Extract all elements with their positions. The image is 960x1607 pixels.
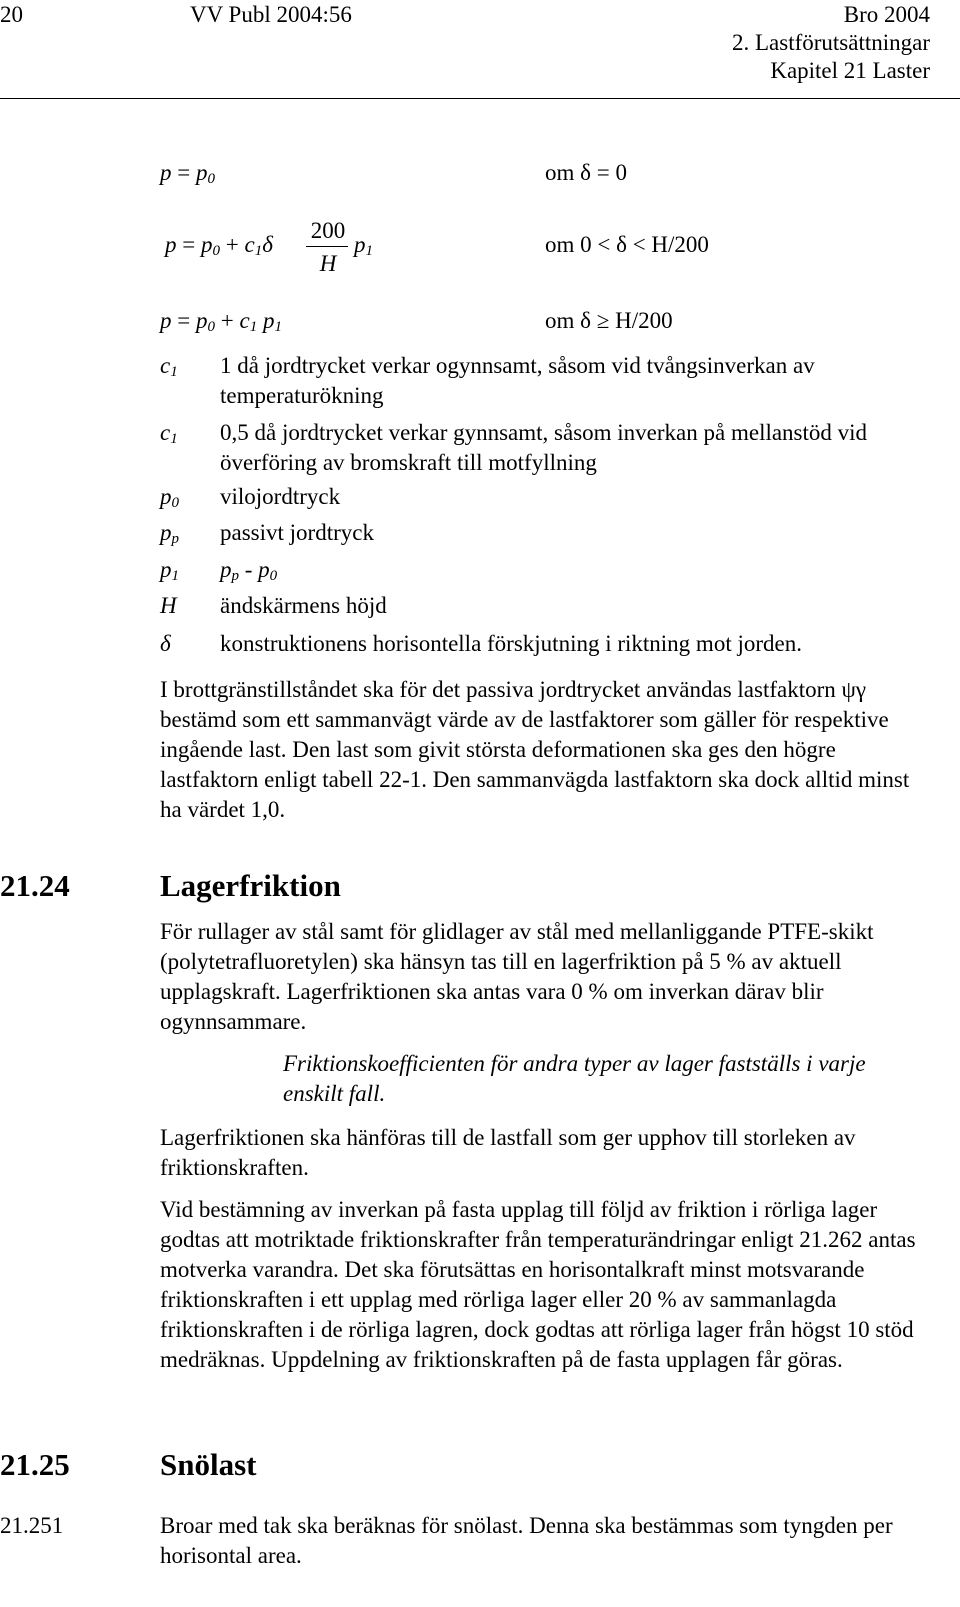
def-text-c1-favourable: 0,5 då jordtrycket verkar gynnsamt, såsom inverkan på mellanstöd vid överföring av bromskraft till motfyllning: [220, 420, 868, 475]
section-title-2124: Lagerfriktion: [160, 868, 341, 903]
publication-id: VV Publ 2004:56: [190, 2, 352, 27]
equation-1: $p = p_0$: [160, 160, 215, 187]
bro-label: Bro 2004: [843, 2, 930, 27]
chapter-title: Kapitel 21 Laster: [770, 58, 930, 83]
def-text-delta: konstruktionens horisontella förskjutning i riktning mot jorden.: [220, 631, 802, 656]
section-number-2124: 21.24: [0, 868, 70, 903]
equation-3: $p = p_0 + c_1$ $p_1$: [160, 308, 282, 335]
paragraph-bearing-friction: För rullager av stål samt för glidlager av stål med mellanliggande PTFE-skikt (polytetrafluoretylen) ska hänsyn tas till en lagerfriktion på 5 % av aktuell upplagskraft. Lagerfriktionen ska antas vara 0 % om inverkan därav blir ogynnsammare.: [160, 919, 874, 1034]
def-symbol-delta: δ: [160, 631, 171, 656]
def-text-p0: vilojordtryck: [220, 484, 341, 509]
fraction-numerator: 200: [310, 218, 346, 243]
paragraph-load-factor: I brottgränstillståndet ska för det passiva jordtrycket användas lastfaktorn ψγ bestämd som ett sammanvägt värde av de lastfaktorer som gäller för respektive ingående last. Den last som givit största deformationen ska ges den högre lastfaktorn enligt tabell 22-1. Den sammanvägda lastfaktorn ska dock alltid minst ha värdet 1,0.: [160, 677, 910, 822]
page-number: 20: [0, 2, 23, 27]
section-number-2125: 21.25: [0, 1447, 70, 1482]
fraction-bar: [306, 246, 348, 247]
chapter-section: 2. Lastförutsättningar: [731, 30, 930, 55]
def-text-pp: passivt jordtryck: [220, 520, 374, 545]
fraction-denominator: H: [319, 251, 337, 276]
paragraph-snow-load: Broar med tak ska beräknas för snölast. Denna ska bestämmas som tyngden per horisontal area.: [160, 1513, 893, 1568]
def-symbol-p1: $p_1$: [160, 557, 179, 584]
note-friction-coefficient: Friktionskoefficienten för andra typer av lager fastställs i varje enskilt fall.: [283, 1051, 866, 1106]
equation-2-lhs: $p = p_0 + c_1\delta$: [165, 232, 273, 259]
def-symbol-c1: $c_1$: [160, 353, 178, 380]
def-text-H: ändskärmens höjd: [220, 593, 387, 618]
def-symbol-pp: $p_p$: [160, 520, 179, 547]
def-text-p1: $p_p - p_0$: [220, 557, 278, 584]
section-title-2125: Snölast: [160, 1447, 257, 1482]
equation-3-condition: om δ ≥ H/200: [545, 308, 673, 333]
clause-number-21251: 21.251: [0, 1513, 64, 1538]
equation-2-condition: om 0 < δ < H/200: [545, 232, 709, 257]
paragraph-fixed-supports: Vid bestämning av inverkan på fasta upplag till följd av friktion i rörliga lager godtas att motriktade friktionskrafter från temperaturändringar enligt 21.262 antas motverka varandra. Det ska förutsättas en horisontalkraft minst motsvarande friktionskraften i ett upplag med rörliga lager eller 20 % av sammanlagda friktionskraften i de rörliga lagren, dock godtas att rörliga lager från högst 10 stöd medräknas. Uppdelning av friktionskraften på de fasta upplagen får göras.: [160, 1197, 916, 1372]
equation-2-rhs: $p_1$: [354, 232, 373, 259]
def-symbol-c1-b: $c_1$: [160, 420, 178, 447]
def-text-c1-unfavourable: 1 då jordtrycket verkar ogynnsamt, såsom vid tvångsinverkan av temperaturökning: [220, 353, 815, 408]
paragraph-load-cases: Lagerfriktionen ska hänföras till de lastfall som ger upphov till storleken av friktionskraften.: [160, 1125, 856, 1180]
equation-1-condition: om δ = 0: [545, 160, 627, 185]
def-symbol-H: H: [160, 593, 177, 618]
def-symbol-p0: $p_0$: [160, 484, 179, 511]
header-rule: [0, 98, 960, 99]
